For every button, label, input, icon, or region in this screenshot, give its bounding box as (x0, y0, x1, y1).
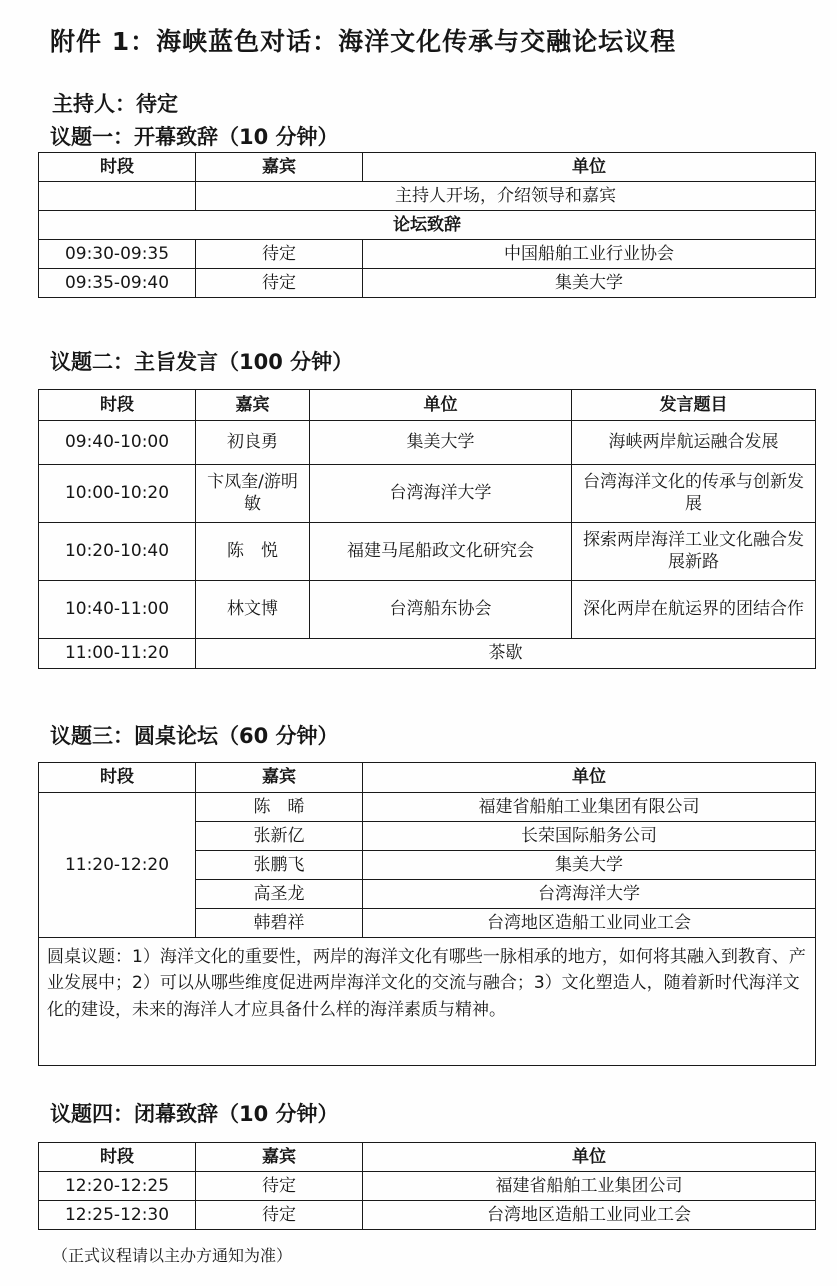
table-row (39, 523, 816, 581)
guest-cell: 初良勇 (196, 421, 310, 465)
header-unit: 单位 (363, 763, 816, 793)
header-time: 时段 (39, 763, 196, 793)
guest-cell: 陈 晞 (196, 793, 363, 822)
section3-table (38, 762, 816, 1066)
guest-cell: 韩碧祥 (196, 909, 363, 938)
table-header-row (39, 390, 816, 421)
unit-cell: 福建马尾船政文化研究会 (310, 523, 572, 581)
host-line: 主持人：待定 (52, 92, 178, 116)
table-header-row (39, 1143, 816, 1172)
time-cell: 10:20-10:40 (39, 523, 196, 581)
table-row (39, 182, 816, 211)
table-row (39, 1201, 816, 1230)
guest-cell: 待定 (196, 269, 363, 298)
unit-cell: 台湾地区造船工业同业工会 (363, 1201, 816, 1230)
topic-cell: 探索两岸海洋工业文化融合发展新路 (572, 523, 816, 581)
footnote: （正式议程请以主办方通知为准） (52, 1246, 293, 1265)
empty-cell (39, 182, 196, 211)
discussion-cell: 圆桌议题：1）海洋文化的重要性，两岸的海洋文化有哪些一脉相承的地方，如何将其融入到教育、产业发展中；2）可以从哪些维度促进两岸海洋文化的交流与融合；3）文化塑造人，随着新时代海洋文化的建设，未来的海洋人才应具备什么样的海洋素质与精神。 (39, 938, 816, 1066)
section1-table (38, 152, 816, 298)
time-cell: 09:35-09:40 (39, 269, 196, 298)
table-row (39, 938, 816, 1066)
table-row (39, 581, 816, 639)
header-time: 时段 (39, 153, 196, 182)
unit-cell: 福建省船舶工业集团公司 (363, 1172, 816, 1201)
guest-cell: 张新亿 (196, 822, 363, 851)
header-guest: 嘉宾 (196, 1143, 363, 1172)
guest-cell: 待定 (196, 1172, 363, 1201)
table-row (39, 793, 816, 822)
guest-cell: 陈 悦 (196, 523, 310, 581)
table-row (39, 240, 816, 269)
guest-cell: 待定 (196, 1201, 363, 1230)
table-row (39, 269, 816, 298)
guest-cell: 卞凤奎/游明敏 (196, 465, 310, 523)
unit-cell: 长荣国际船务公司 (363, 822, 816, 851)
time-cell: 11:00-11:20 (39, 639, 196, 669)
time-cell: 10:40-11:00 (39, 581, 196, 639)
header-guest: 嘉宾 (196, 153, 363, 182)
table-row (39, 211, 816, 240)
header-guest: 嘉宾 (196, 763, 363, 793)
guest-cell: 待定 (196, 240, 363, 269)
unit-cell: 集美大学 (310, 421, 572, 465)
break-cell: 茶歇 (196, 639, 816, 669)
header-topic: 发言题目 (572, 390, 816, 421)
time-cell: 12:25-12:30 (39, 1201, 196, 1230)
unit-cell: 台湾海洋大学 (310, 465, 572, 523)
table-header-row (39, 763, 816, 793)
header-unit: 单位 (310, 390, 572, 421)
unit-cell: 台湾船东协会 (310, 581, 572, 639)
time-cell: 09:30-09:35 (39, 240, 196, 269)
guest-cell: 林文博 (196, 581, 310, 639)
table-row (39, 639, 816, 669)
time-cell: 12:20-12:25 (39, 1172, 196, 1201)
guest-cell: 张鹏飞 (196, 851, 363, 880)
time-cell: 10:00-10:20 (39, 465, 196, 523)
unit-cell: 台湾海洋大学 (363, 880, 816, 909)
header-unit: 单位 (363, 153, 816, 182)
table-row (39, 1172, 816, 1201)
unit-cell: 福建省船舶工业集团有限公司 (363, 793, 816, 822)
section2-table (38, 389, 816, 669)
section3-heading: 议题三：圆桌论坛（60 分钟） (50, 724, 339, 748)
time-cell: 11:20-12:20 (39, 793, 196, 938)
time-cell: 09:40-10:00 (39, 421, 196, 465)
table-row (39, 465, 816, 523)
section2-heading: 议题二：主旨发言（100 分钟） (50, 350, 354, 374)
topic-cell: 海峡两岸航运融合发展 (572, 421, 816, 465)
header-guest: 嘉宾 (196, 390, 310, 421)
section1-heading: 议题一：开幕致辞（10 分钟） (50, 125, 339, 149)
topic-cell: 台湾海洋文化的传承与创新发展 (572, 465, 816, 523)
header-time: 时段 (39, 1143, 196, 1172)
table-row (39, 421, 816, 465)
header-unit: 单位 (363, 1143, 816, 1172)
unit-cell: 集美大学 (363, 851, 816, 880)
unit-cell: 集美大学 (363, 269, 816, 298)
section4-heading: 议题四：闭幕致辞（10 分钟） (50, 1102, 339, 1126)
table-header-row (39, 153, 816, 182)
section4-table (38, 1142, 816, 1230)
intro-cell: 主持人开场，介绍领导和嘉宾 (196, 182, 816, 211)
unit-cell: 中国船舶工业行业协会 (363, 240, 816, 269)
guest-cell: 高圣龙 (196, 880, 363, 909)
topic-cell: 深化两岸在航运界的团结合作 (572, 581, 816, 639)
header-time: 时段 (39, 390, 196, 421)
subheading-cell: 论坛致辞 (39, 211, 816, 240)
page-title: 附件 1：海峡蓝色对话：海洋文化传承与交融论坛议程 (50, 27, 677, 56)
unit-cell: 台湾地区造船工业同业工会 (363, 909, 816, 938)
